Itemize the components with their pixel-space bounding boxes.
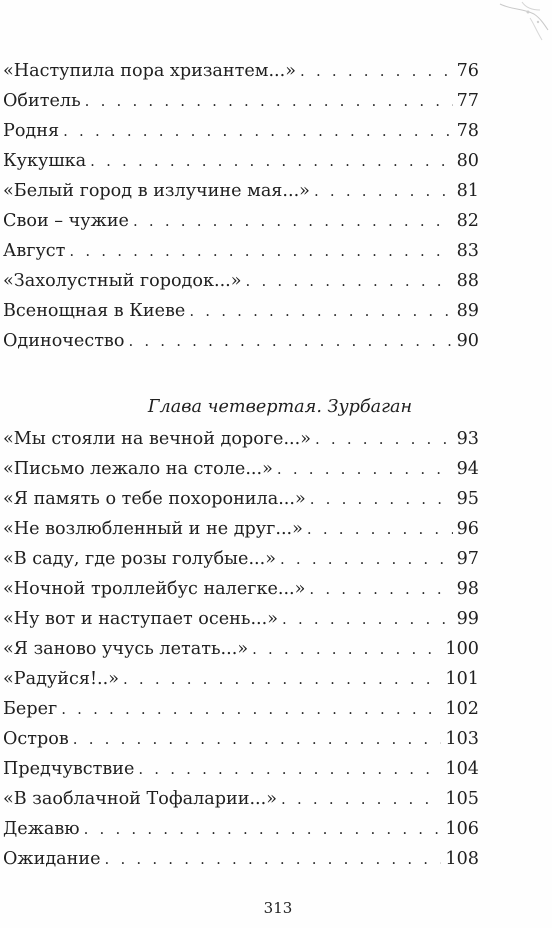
dot-leader (314, 176, 453, 206)
toc-entry (3, 814, 479, 844)
toc-entry-page: 97 (456, 549, 479, 569)
toc-entry-page: 108 (445, 849, 479, 869)
toc-entry-title: Август (3, 241, 66, 261)
dot-leader (84, 814, 442, 844)
toc-entry (3, 56, 479, 86)
toc-entry-title: Дежавю (3, 819, 80, 839)
toc-entry-page: 93 (456, 429, 479, 449)
toc-entry-page: 94 (456, 459, 479, 479)
toc-entry (3, 176, 479, 206)
toc-entry-title: «Захолустный городок...» (3, 271, 242, 291)
toc-entry-page: 99 (456, 609, 479, 629)
toc-entry (3, 754, 479, 784)
toc-entry (3, 514, 479, 544)
toc-entry-page: 81 (456, 181, 479, 201)
dot-leader (123, 664, 441, 694)
toc-entry-page: 98 (456, 579, 479, 599)
toc-entry-title: Кукушка (3, 151, 87, 171)
toc-entry-page: 104 (445, 759, 479, 779)
toc-entry-title: «Я память о тебе похоронила...» (3, 489, 306, 509)
toc-entry-title: «Не возлюбленный и не друг...» (3, 519, 303, 539)
toc-entry (3, 236, 479, 266)
dot-leader (281, 784, 441, 814)
dot-leader (282, 604, 453, 634)
dot-leader (309, 574, 452, 604)
toc-entry-page: 77 (456, 91, 479, 111)
toc-entry (3, 454, 479, 484)
toc-entry (3, 296, 479, 326)
toc-entry (3, 724, 479, 754)
page-number: 313 (263, 899, 293, 917)
dot-leader (280, 544, 453, 574)
toc-entry (3, 784, 479, 814)
toc-entry-page: 106 (445, 819, 479, 839)
dot-leader (315, 424, 453, 454)
dot-leader (310, 484, 453, 514)
toc-entry (3, 326, 479, 356)
dot-leader (307, 514, 453, 544)
toc-entry-page: 80 (456, 151, 479, 171)
dot-leader (105, 844, 442, 874)
toc-entry-title: «Наступила пора хризантем...» (3, 61, 297, 81)
toc-entry (3, 664, 479, 694)
toc-entry-page: 83 (456, 241, 479, 261)
toc-entry (3, 574, 479, 604)
dot-leader (128, 326, 452, 356)
toc-entry-title: Родня (3, 121, 60, 141)
toc-entry-page: 100 (445, 639, 479, 659)
dot-leader (189, 296, 452, 326)
toc-entry-title: «Ну вот и наступает осень...» (3, 609, 279, 629)
toc-entry (3, 146, 479, 176)
toc-entry-title: «В саду, где розы голубые...» (3, 549, 276, 569)
toc-entry-page: 76 (456, 61, 479, 81)
dot-leader (85, 86, 453, 116)
dot-leader (252, 634, 441, 664)
toc-entry (3, 634, 479, 664)
toc-entry-page: 88 (456, 271, 479, 291)
toc-entry-page: 101 (445, 669, 479, 689)
toc-entry-page: 96 (456, 519, 479, 539)
toc-entry-title: Обитель (3, 91, 81, 111)
dot-leader (73, 724, 442, 754)
chapter-heading: Глава четвертая. Зурбаган (147, 397, 413, 417)
toc-entry-title: «Я заново учусь летать...» (3, 639, 249, 659)
toc-entry-title: Остров (3, 729, 69, 749)
toc-entry (3, 424, 479, 454)
dot-leader (300, 56, 453, 86)
dot-leader (63, 116, 453, 146)
corner-ornament-icon (482, 0, 552, 60)
toc-entry-title: Свои – чужие (3, 211, 129, 231)
toc-entry-page: 95 (456, 489, 479, 509)
toc-entry (3, 694, 479, 724)
toc-entry-title: «Белый город в излучине мая...» (3, 181, 310, 201)
toc-entry-title: Предчувствие (3, 759, 135, 779)
toc-entry-title: «Мы стояли на вечной дороге...» (3, 429, 311, 449)
toc-entry-page: 102 (445, 699, 479, 719)
toc-entry (3, 206, 479, 236)
dot-leader (90, 146, 452, 176)
toc-entry-page: 103 (445, 729, 479, 749)
dot-leader (69, 236, 452, 266)
dot-leader (246, 266, 453, 296)
toc-entry-page: 105 (445, 789, 479, 809)
toc-entry-title: Одиночество (3, 331, 125, 351)
toc-entry (3, 116, 479, 146)
toc-entry-page: 90 (456, 331, 479, 351)
toc-entry (3, 844, 479, 874)
toc-entry-title: «Ночной троллейбус налегке...» (3, 579, 306, 599)
toc-entry-page: 89 (456, 301, 479, 321)
toc-entry (3, 604, 479, 634)
dot-leader (277, 454, 453, 484)
toc-entry-page: 78 (456, 121, 479, 141)
toc-entry-title: Берег (3, 699, 58, 719)
toc-entry-title: «В заоблачной Тофаларии...» (3, 789, 278, 809)
toc-entry-title: «Радуйся!..» (3, 669, 119, 689)
dot-leader (133, 206, 453, 236)
toc-entry-title: Ожидание (3, 849, 101, 869)
dot-leader (138, 754, 441, 784)
toc-entry (3, 544, 479, 574)
toc-entry-title: Всенощная в Киеве (3, 301, 186, 321)
toc-entry-title: «Письмо лежало на столе...» (3, 459, 273, 479)
toc-entry (3, 86, 479, 116)
toc-entry-page: 82 (456, 211, 479, 231)
toc-entry (3, 266, 479, 296)
dot-leader (61, 694, 441, 724)
toc-entry (3, 484, 479, 514)
